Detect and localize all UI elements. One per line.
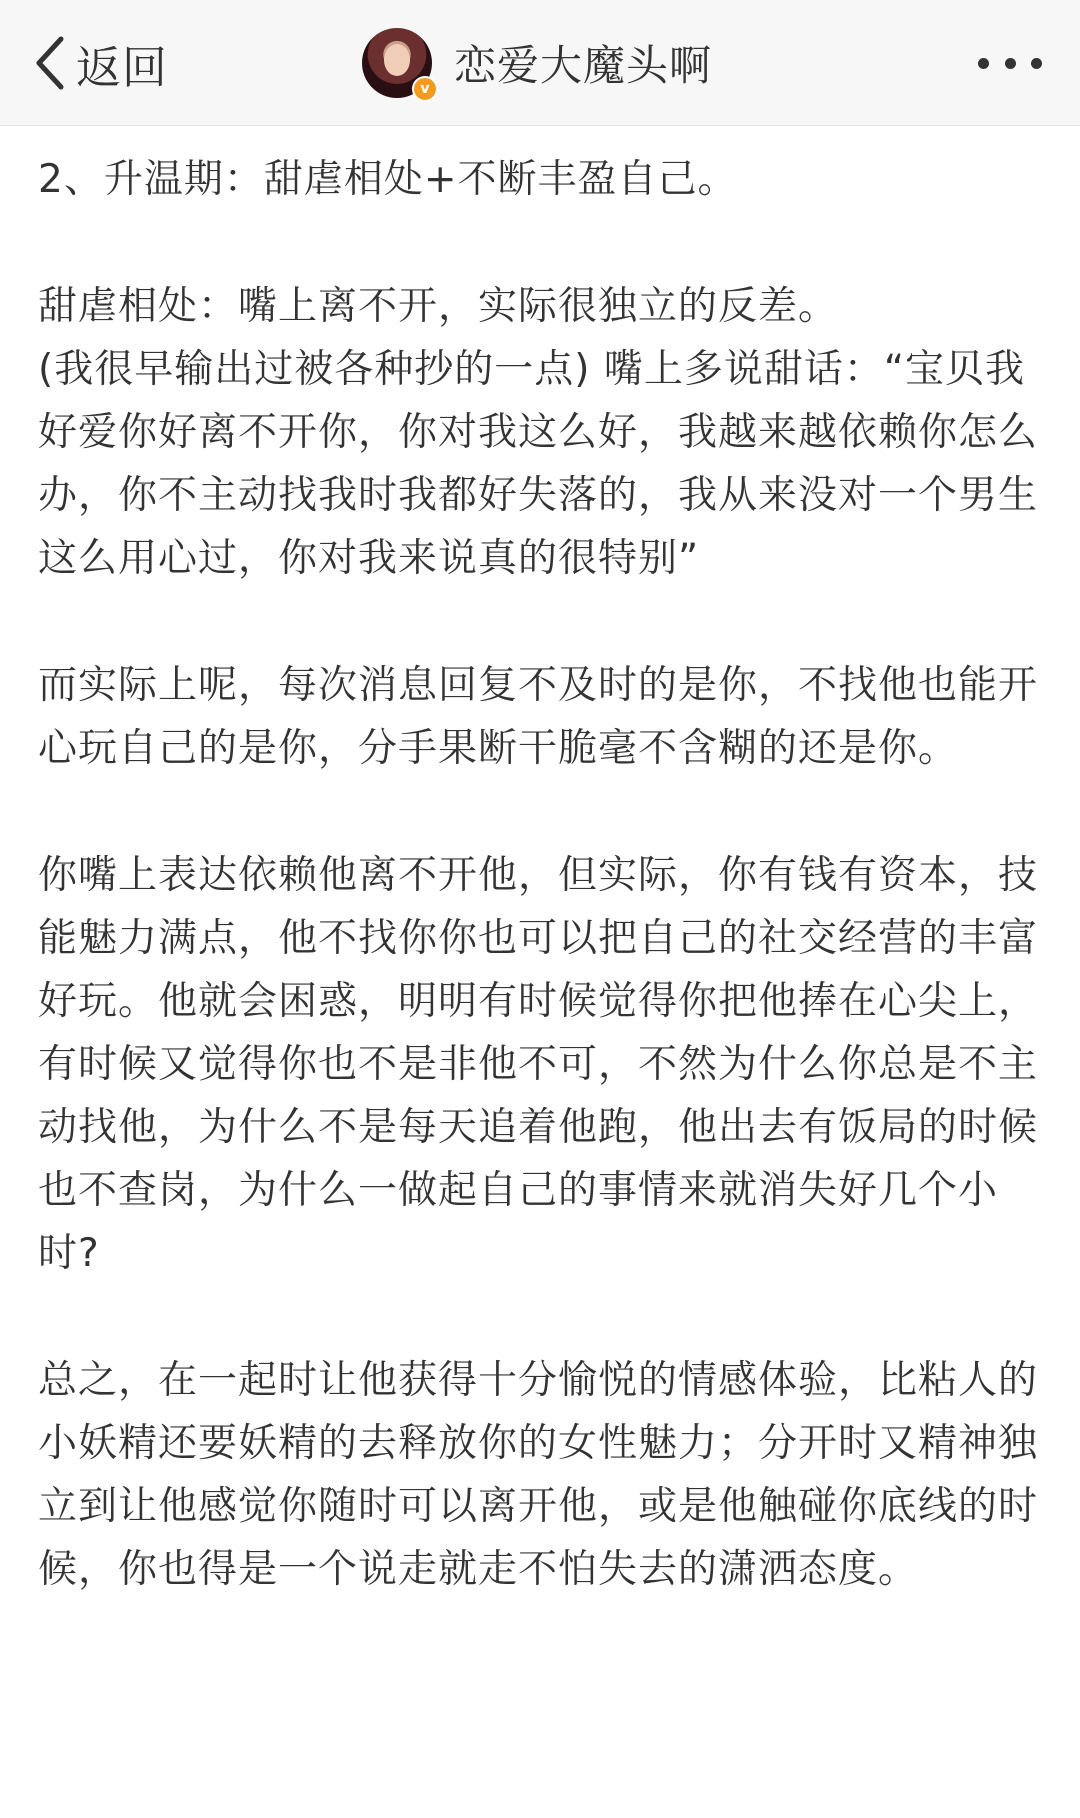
more-options-button[interactable]: [978, 45, 1042, 81]
paragraph: 甜虐相处：嘴上离不开，实际很独立的反差。 (我很早输出过被各种抄的一点) 嘴上多说甜话：“宝贝我好爱你好离不开你，你对我这么好，我越来越依赖你怎么办，你不主动找我时我都好失落的，我从来没对一个男生这么用心过，你对我来说真的很特别”: [38, 284, 1039, 581]
chevron-left-icon: [30, 30, 70, 96]
verified-badge-icon: v: [412, 76, 438, 102]
article-body: [38, 148, 1048, 1601]
more-dot-icon: [978, 58, 989, 69]
author-name[interactable]: 恋爱大魔头啊: [454, 41, 713, 90]
more-dot-icon: [1005, 58, 1016, 69]
back-button[interactable]: [30, 30, 168, 96]
back-label: 返回: [76, 40, 169, 94]
top-nav-bar: [0, 0, 1080, 126]
paragraph: 而实际上呢，每次消息回复不及时的是你，不找他也能开心玩自己的是你，分手果断干脆毫不含糊的还是你。: [38, 663, 1039, 771]
avatar[interactable]: [362, 28, 432, 98]
more-dot-icon: [1031, 58, 1042, 69]
author-profile[interactable]: [362, 27, 712, 99]
paragraph-heading: 2、升温期：甜虐相处+不断丰盈自己。: [38, 157, 738, 202]
paragraph: 总之，在一起时让他获得十分愉悦的情感体验，比粘人的小妖精还要妖精的去释放你的女性魅力；分开时又精神独立到让他感觉你随时可以离开他，或是他触碰你底线的时候，你也得是一个说走就走不怕失去的潇洒态度。: [38, 1358, 1039, 1592]
avatar-face: [384, 44, 410, 76]
paragraph: 你嘴上表达依赖他离不开他，但实际，你有钱有资本，技能魅力满点，他不找你你也可以把自己的社交经营的丰富好玩。他就会困惑，明明有时候觉得你把他捧在心尖上，有时候又觉得你也不是非他不可，不然为什么你总是不主动找他，为什么不是每天追着他跑，他出去有饭局的时候也不查岗，为什么一做起自己的事情来就消失好几个小时?: [38, 853, 1039, 1276]
